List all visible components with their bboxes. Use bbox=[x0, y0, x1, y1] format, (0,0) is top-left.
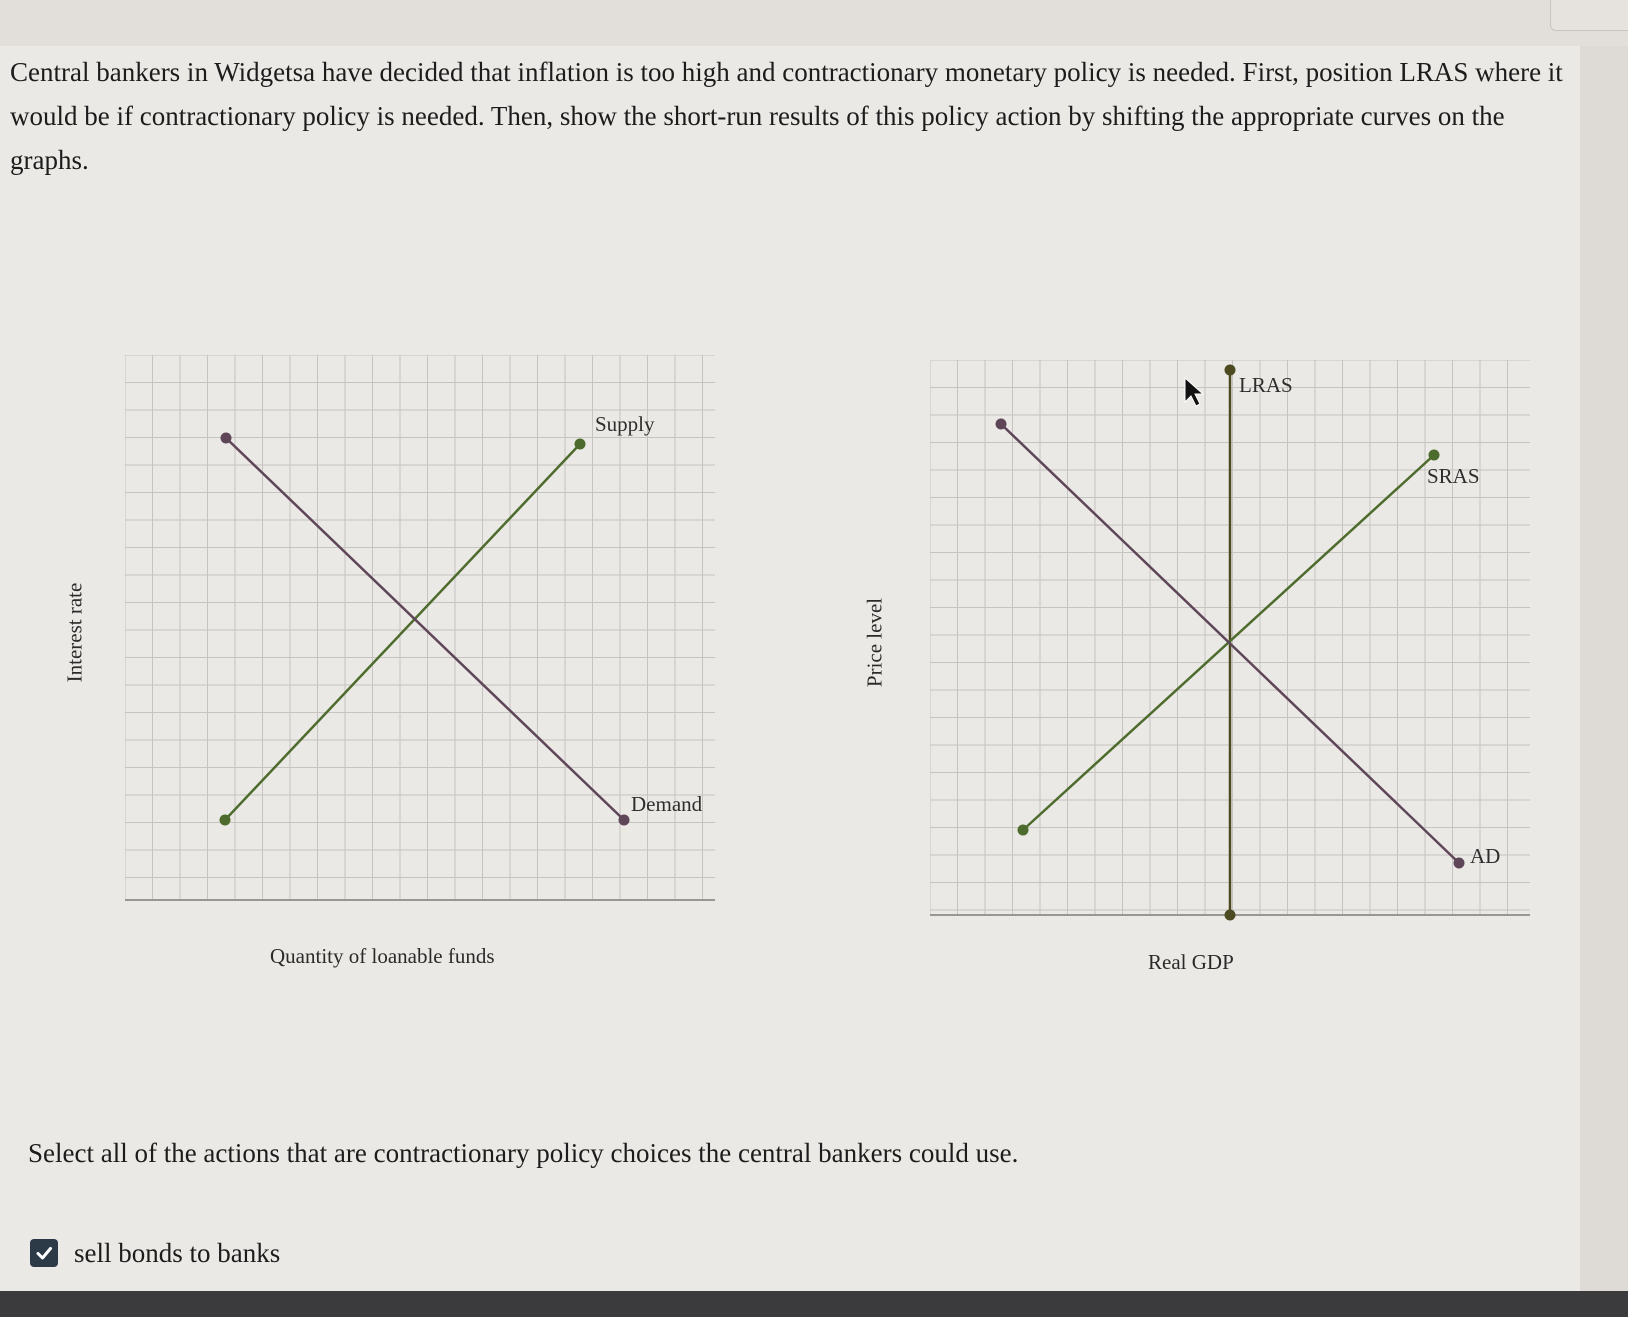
sras-endpoint-high[interactable] bbox=[1429, 450, 1440, 461]
demand-endpoint-high[interactable] bbox=[221, 433, 232, 444]
supply-endpoint-low[interactable] bbox=[220, 815, 231, 826]
demand-curve[interactable] bbox=[226, 438, 624, 820]
ad-label: AD bbox=[1470, 844, 1501, 868]
ad-endpoint-low[interactable] bbox=[1454, 858, 1465, 869]
adas-x-axis-label: Real GDP bbox=[1148, 950, 1234, 974]
bottom-bar bbox=[0, 1291, 1628, 1317]
demand-endpoint-low[interactable] bbox=[619, 815, 630, 826]
adas-y-axis-label: Price level bbox=[862, 597, 887, 688]
sras-endpoint-low[interactable] bbox=[1018, 825, 1029, 836]
checkbox-checked[interactable] bbox=[30, 1239, 58, 1267]
mouse-cursor-icon bbox=[1185, 378, 1203, 406]
loanable-x-axis-label: Quantity of loanable funds bbox=[270, 944, 495, 968]
lras-label: LRAS bbox=[1239, 373, 1293, 397]
checkmark-icon bbox=[35, 1244, 53, 1262]
lras-endpoint-bottom[interactable] bbox=[1225, 910, 1236, 921]
loanable-y-axis-label: Interest rate bbox=[62, 582, 87, 683]
lras-endpoint-top[interactable] bbox=[1225, 365, 1236, 376]
select-prompt: Select all of the actions that are contractionary policy choices the central bankers could use. bbox=[28, 1138, 1019, 1168]
browser-top-strip bbox=[0, 0, 1628, 46]
demand-label: Demand bbox=[631, 792, 703, 816]
supply-label: Supply bbox=[595, 412, 655, 436]
question-prompt: Central bankers in Widgetsa have decided that inflation is too high and contractionary monetary policy is needed. First, position LRAS where it would be if contractionary policy is needed. Then, show the short-run results of this policy action by shifting the appropriate curves on the graphs. bbox=[10, 57, 1563, 175]
supply-endpoint-high[interactable] bbox=[575, 439, 586, 450]
browser-tab[interactable] bbox=[1550, 0, 1628, 31]
loanable-funds-graph[interactable] bbox=[125, 355, 715, 915]
ad-as-graph[interactable] bbox=[930, 360, 1530, 930]
supply-curve[interactable] bbox=[225, 444, 580, 820]
ad-endpoint-high[interactable] bbox=[996, 419, 1007, 430]
right-margin bbox=[1580, 46, 1628, 1291]
option-label: sell bonds to banks bbox=[74, 1237, 281, 1268]
option-sell-bonds[interactable] bbox=[30, 1236, 280, 1270]
sras-label: SRAS bbox=[1427, 464, 1480, 488]
